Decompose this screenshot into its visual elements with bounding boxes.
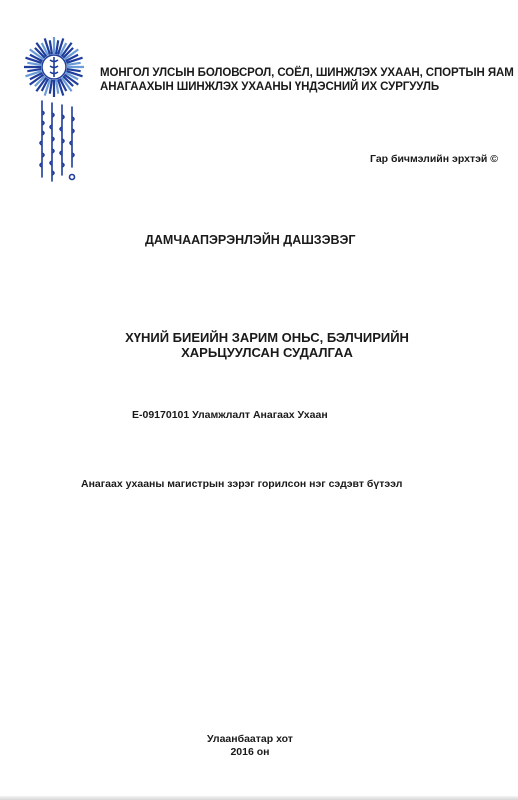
page-edge — [0, 796, 518, 800]
thesis-title — [107, 330, 427, 360]
place-and-year — [160, 733, 340, 759]
copyright-notice: Гар бичмэлийн эрхтэй © — [370, 153, 498, 165]
thesis-title-line-2: ХАРЬЦУУЛСАН СУДАЛГАА — [181, 345, 353, 360]
author-name: ДАМЧААПЭРЭНЛЭЙН ДАШЗЭВЭГ — [145, 233, 356, 247]
thesis-title-line-1: ХҮНИЙ БИЕИЙН ЗАРИМ ОНЬС, БЭЛЧИРИЙН — [125, 330, 409, 345]
city: Улаанбаатар хот — [207, 733, 293, 745]
year: 2016 он — [230, 746, 270, 758]
university-emblem-icon — [23, 36, 85, 98]
specialty-code: E-09170101 Уламжлалт Анагаах Ухаан — [132, 409, 328, 421]
mongolian-script-logotype — [34, 97, 78, 189]
ministry-name: МОНГОЛ УЛСЫН БОЛОВСРОЛ, СОЁЛ, ШИНЖЛЭХ УХААН, СПОРТЫН ЯАМ — [100, 67, 514, 79]
degree-statement: Анагаах ухааны магистрын зэрэг горилсон нэг сэдэвт бүтээл — [81, 478, 403, 490]
university-name: АНАГААХЫН ШИНЖЛЭХ УХААНЫ ҮНДЭСНИЙ ИХ СУРГУУЛЬ — [100, 81, 440, 93]
